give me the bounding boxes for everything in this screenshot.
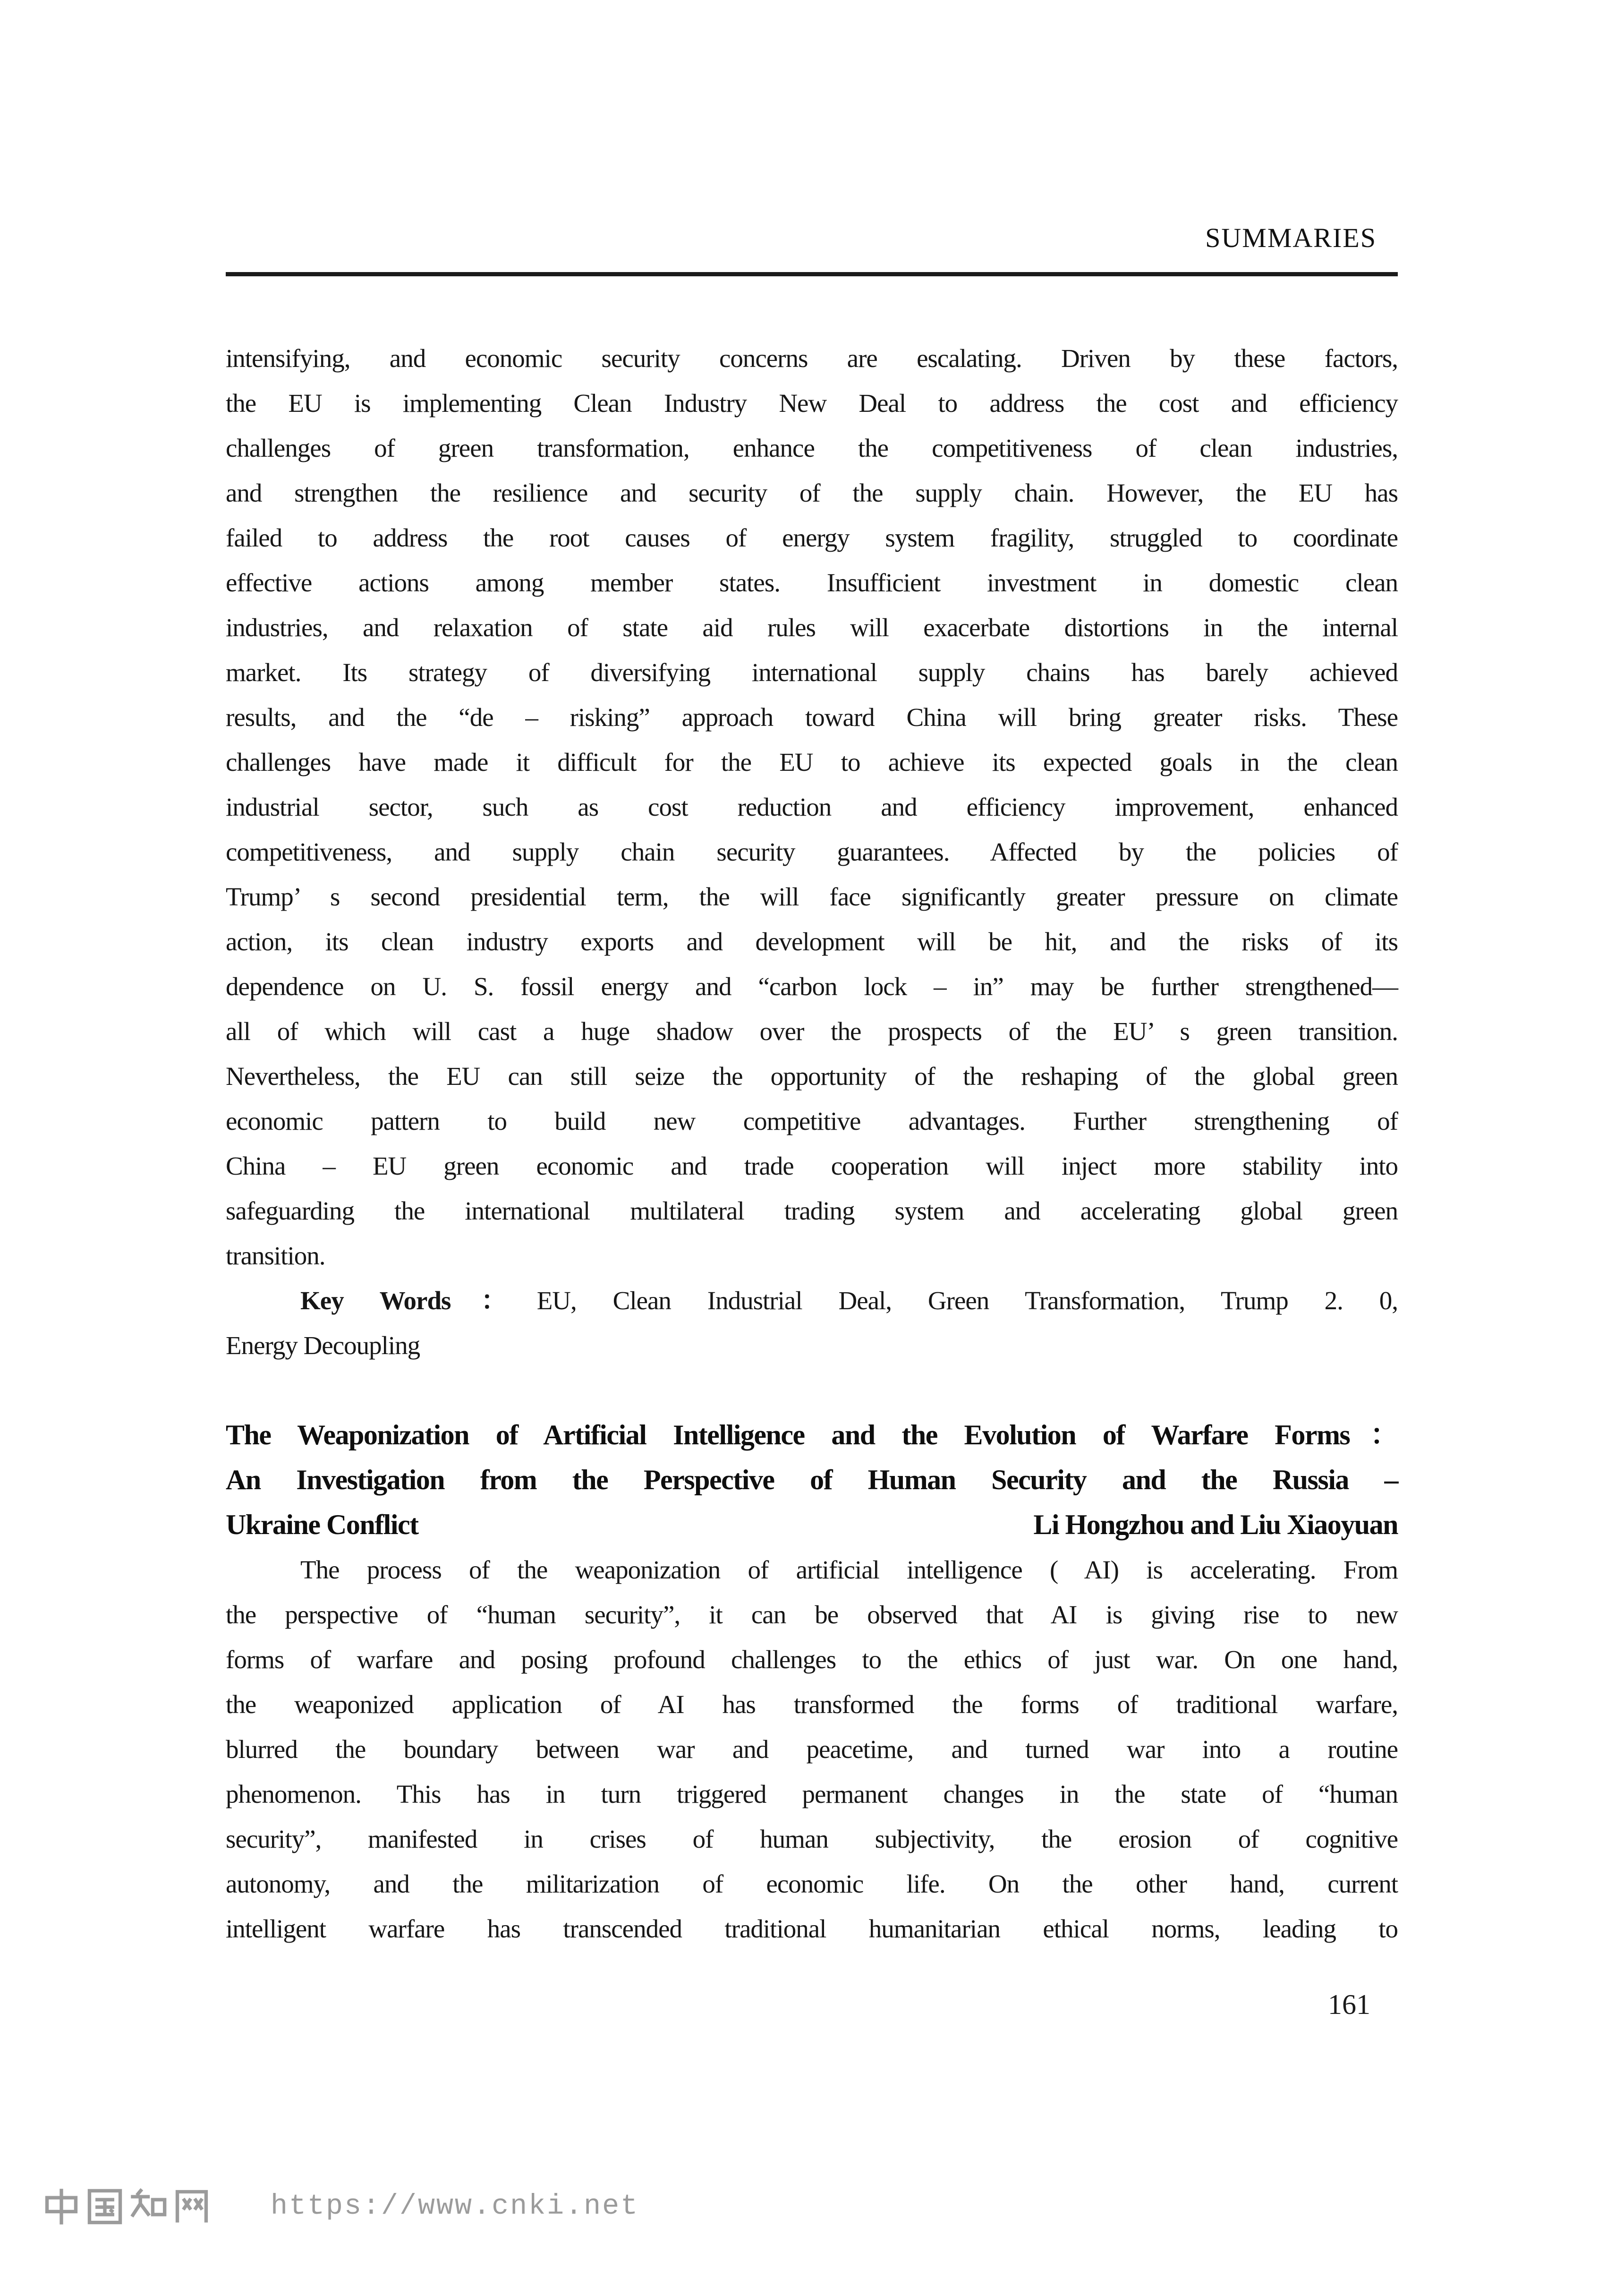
keywords-line-2: Energy Decoupling: [226, 1331, 420, 1360]
text-line: Nevertheless, the EU can still seize the opportunity of the reshaping of the global green: [226, 1062, 1398, 1091]
text-line: market. Its strategy of diversifying international supply chains has barely achieved: [226, 658, 1398, 687]
text-line: the perspective of “human security”, it can be observed that AI is giving rise to new: [226, 1600, 1398, 1629]
text-line: challenges of green transformation, enhance the competitiveness of clean industries,: [226, 434, 1398, 462]
text-line: competitiveness, and supply chain security guarantees. Affected by the policies of: [226, 837, 1398, 866]
text-line: industries, and relaxation of state aid rules will exacerbate distortions in the internal: [226, 613, 1398, 642]
text-line: intensifying, and economic security concerns are escalating. Driven by these factors,: [226, 344, 1398, 373]
text-line: safeguarding the international multilateral trading system and accelerating global green: [226, 1196, 1398, 1225]
text-line: dependence on U. S. fossil energy and “carbon lock – in” may be further strengthened—: [226, 972, 1398, 1001]
cnki-logo-char-zhi: [128, 2187, 168, 2226]
text-line: challenges have made it difficult for the EU to achieve its expected goals in the clean: [226, 748, 1398, 776]
cnki-url: https://www.cnki.net: [271, 2191, 639, 2223]
text-line: and strengthen the resilience and security of the supply chain. However, the EU has: [226, 478, 1398, 507]
page-content: [226, 336, 1398, 1951]
text-line: economic pattern to build new competitive advantages. Further strengthening of: [226, 1107, 1398, 1135]
text-line: security”, manifested in crises of human subjectivity, the erosion of cognitive: [226, 1825, 1398, 1853]
summary-paragraph-1: [226, 336, 1398, 1278]
footer-watermark: [42, 2187, 639, 2226]
cnki-logo-char-zhong: [42, 2187, 81, 2226]
text-line: phenomenon. This has in turn triggered permanent changes in the state of “human: [226, 1780, 1398, 1808]
text-line: failed to address the root causes of energy system fragility, struggled to coordinate: [226, 523, 1398, 552]
text-line: effective actions among member states. Insufficient investment in domestic clean: [226, 568, 1398, 597]
cnki-logo-char-guo: [85, 2187, 125, 2226]
keywords-label: Key Words：: [300, 1286, 537, 1315]
text-line: the EU is implementing Clean Industry New Deal to address the cost and efficiency: [226, 389, 1398, 418]
text-line: transition.: [226, 1241, 325, 1270]
text-line: Trump’ s second presidential term, the will face significantly greater pressure on climate: [226, 882, 1398, 911]
article-title-line-3: [226, 1502, 1398, 1547]
article-authors: Li Hongzhou and Liu Xiaoyuan: [1033, 1509, 1398, 1540]
text-line: action, its clean industry exports and development will be hit, and the risks of its: [226, 927, 1398, 956]
text-line: The process of the weaponization of artificial intelligence ( AI) is accelerating. From: [300, 1555, 1398, 1584]
summary-paragraph-2: [226, 1547, 1398, 1951]
keywords-line: [226, 1278, 1398, 1323]
text-line: intelligent warfare has transcended traditional humanitarian ethical norms, leading to: [226, 1914, 1398, 1943]
header-rule: [226, 272, 1398, 276]
keywords-text: EU, Clean Industrial Deal, Green Transformation, Trump 2. 0,: [536, 1286, 1398, 1315]
text-line: blurred the boundary between war and peacetime, and turned war into a routine: [226, 1735, 1398, 1764]
text-line: all of which will cast a huge shadow over the prospects of the EU’ s green transition.: [226, 1017, 1398, 1046]
text-line: industrial sector, such as cost reduction and efficiency improvement, enhanced: [226, 793, 1398, 821]
text-line: the weaponized application of AI has transformed the forms of traditional warfare,: [226, 1690, 1398, 1719]
text-line: results, and the “de – risking” approach toward China will bring greater risks. These: [226, 703, 1398, 732]
text-line: autonomy, and the militarization of economic life. On the other hand, current: [226, 1869, 1398, 1898]
cnki-logo: [42, 2187, 212, 2226]
page-header-title: SUMMARIES: [1205, 222, 1377, 253]
cnki-logo-char-wang: [172, 2187, 212, 2226]
article-title-line-1: The Weaponization of Artificial Intelligence and the Evolution of Warfare Forms：: [226, 1419, 1398, 1450]
page-number: 161: [1328, 1989, 1370, 2020]
article-title-line-3-left: Ukraine Conflict: [226, 1509, 418, 1540]
text-line: forms of warfare and posing profound challenges to the ethics of just war. On one hand,: [226, 1645, 1398, 1674]
text-line: China – EU green economic and trade cooperation will inject more stability into: [226, 1151, 1398, 1180]
article-title-block: [226, 1413, 1398, 1547]
article-title-line-2: An Investigation from the Perspective of Human Security and the Russia –: [226, 1464, 1398, 1495]
